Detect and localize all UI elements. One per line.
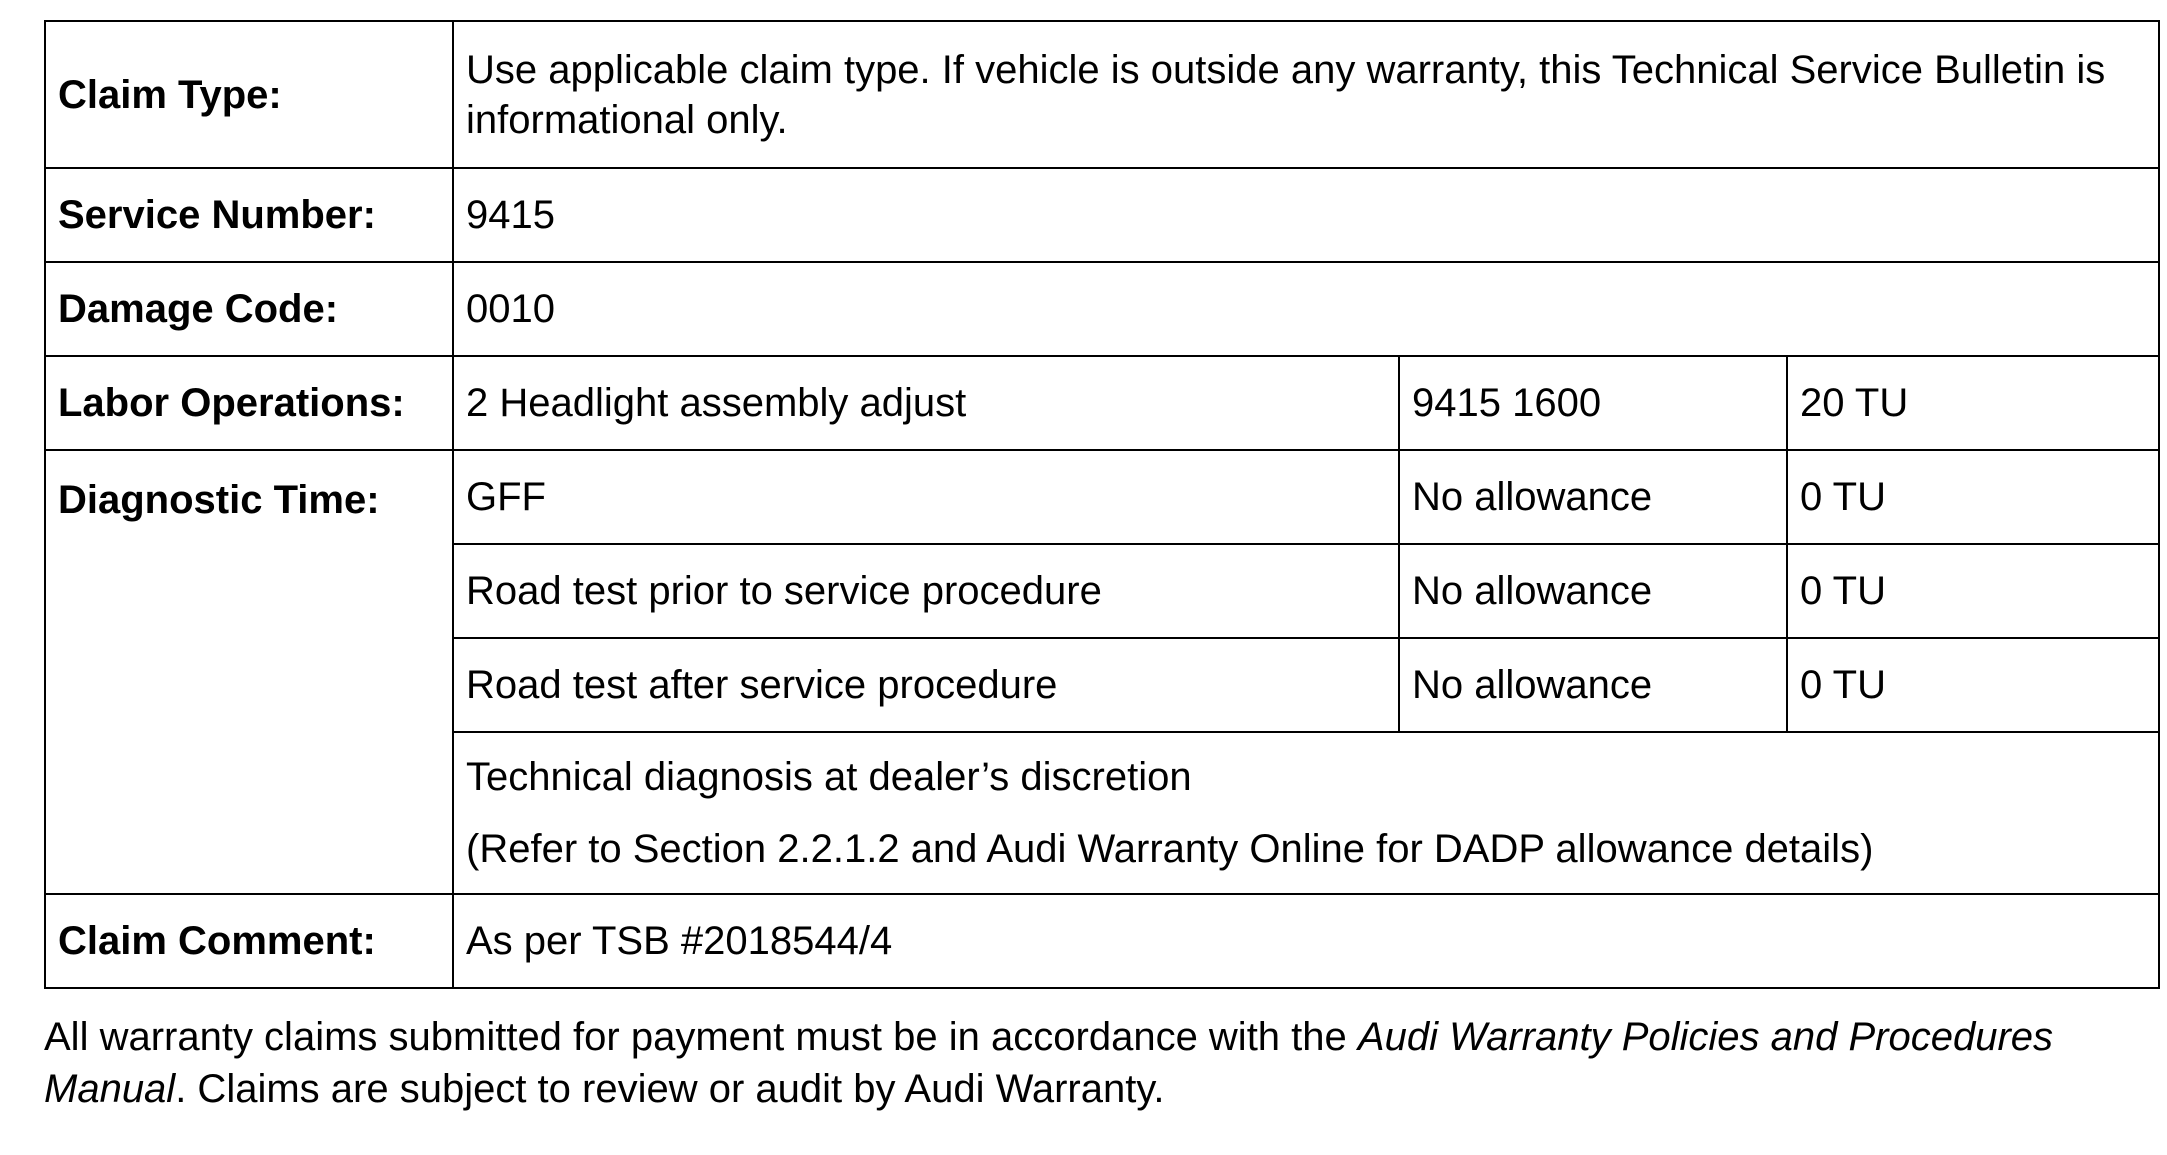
diagnostic-time-value: 0 TU [1787,638,2159,732]
warranty-claim-section [44,20,2158,1155]
labor-operation-time: 20 TU [1787,356,2159,450]
claim-comment-label: Claim Comment: [45,894,453,988]
diagnostic-allowance: No allowance [1399,638,1787,732]
service-number-value: 9415 [453,168,2159,262]
diagnostic-description: Road test after service procedure [453,638,1399,732]
footer-text-before: All warranty claims submitted for payment must be in accordance with the [44,1015,1358,1059]
service-number-label: Service Number: [45,168,453,262]
diagnostic-description: GFF [453,450,1399,544]
diagnostic-note [453,732,2159,894]
diagnostic-allowance: No allowance [1399,450,1787,544]
diagnostic-time-value: 0 TU [1787,450,2159,544]
diagnostic-description: Road test prior to service procedure [453,544,1399,638]
diagnostic-time-label: Diagnostic Time: [45,450,453,894]
labor-operations-row [45,356,2159,450]
diagnostic-allowance: No allowance [1399,544,1787,638]
claim-comment-row [45,894,2159,988]
diagnostic-row [45,450,2159,544]
manual-title: Audi Warranty Policies and Procedures Manual [44,1015,2054,1111]
service-number-row [45,168,2159,262]
claim-type-value: Use applicable claim type. If vehicle is outside any warranty, this Technical Service Bulletin is informational only. [453,21,2159,168]
diagnostic-note-line2: (Refer to Section 2.2.1.2 and Audi Warranty Online for DADP allowance details) [466,827,1874,871]
damage-code-row [45,262,2159,356]
claim-type-row [45,21,2159,168]
claim-comment-value: As per TSB #2018544/4 [453,894,2159,988]
claim-table [44,20,2160,989]
warranty-footer-note [44,1011,2158,1115]
damage-code-label: Damage Code: [45,262,453,356]
diagnostic-time-value: 0 TU [1787,544,2159,638]
footer-text-after: . Claims are subject to review or audit by Audi Warranty. [175,1067,1165,1111]
damage-code-value: 0010 [453,262,2159,356]
labor-operation-description: 2 Headlight assembly adjust [453,356,1399,450]
claim-type-label: Claim Type: [45,21,453,168]
labor-operations-label: Labor Operations: [45,356,453,450]
diagnostic-note-line1: Technical diagnosis at dealer’s discretion [466,755,1192,799]
labor-operation-code: 9415 1600 [1399,356,1787,450]
